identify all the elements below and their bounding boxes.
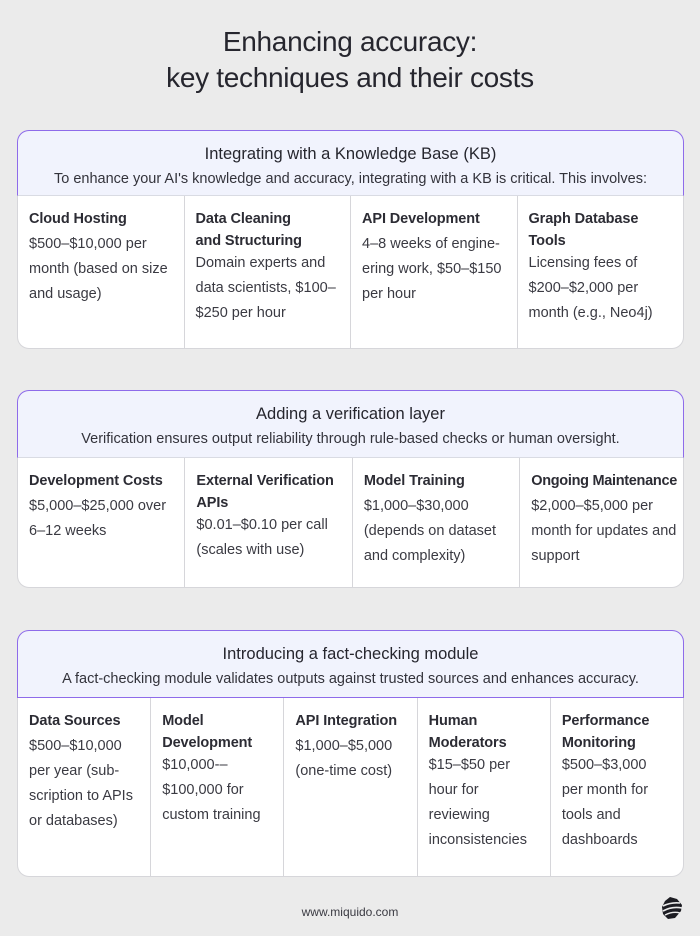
section-verification-layer <box>17 390 684 588</box>
footer-url[interactable]: www.miquido.com <box>301 905 399 919</box>
cost-item-title: Model Training <box>363 473 465 489</box>
cost-item-title: API Integration <box>295 713 398 729</box>
cost-item <box>283 698 416 876</box>
cost-item-title: Model Development <box>162 713 253 751</box>
cost-item-title: Data Cleaning and Structuring <box>195 211 302 249</box>
section-title: Adding a verification layer <box>256 405 445 423</box>
page-title <box>0 24 700 96</box>
cost-item <box>18 196 184 348</box>
section-header <box>17 390 684 458</box>
cost-item-title: Performance Monitoring <box>561 713 650 751</box>
cost-item-text: $500–$3,000 per month for tools and dashboards <box>561 757 649 848</box>
section-fact-checking <box>17 630 684 877</box>
cost-item-text: $15–$50 per hour for reviewing inconsistencies <box>428 757 527 848</box>
cost-item-text: $10,000-–$100,000 for custom training <box>162 757 261 823</box>
section-subtitle: Verification ensures output reliability through rule-based checks or human oversight. <box>81 431 620 447</box>
cost-item-title: Human Moderators <box>428 713 507 751</box>
cost-item-text: $1,000–$30,000 (depends on dataset and complexity) <box>363 497 497 564</box>
cost-item-text: $500–$10,000 per month (based on size and usage) <box>29 235 168 302</box>
cost-item-title: External Verification APIs <box>196 473 334 511</box>
cost-item-text: $1,000–$5,000 (one-time cost) <box>295 737 393 779</box>
section-title: Integrating with a Knowledge Base (KB) <box>204 145 497 163</box>
section-knowledge-base <box>17 130 684 349</box>
section-body <box>17 196 684 349</box>
cost-item-text: $0.01–$0.10 per call (scales with use) <box>196 517 328 558</box>
cost-item-title: Data Sources <box>29 713 121 729</box>
section-title: Introducing a fact-checking module <box>222 645 479 663</box>
cost-item <box>350 196 517 348</box>
section-subtitle: A fact-checking module validates outputs against trusted sources and enhances accuracy. <box>62 671 639 687</box>
cost-item <box>517 196 684 348</box>
cost-item <box>18 698 150 876</box>
cost-item <box>417 698 550 876</box>
section-body <box>17 458 684 588</box>
cost-item-title: API Development <box>362 211 480 227</box>
cost-item-text: 4–8 weeks of engine-ering work, $50–$150 per hour <box>362 235 502 302</box>
cost-item <box>184 196 351 348</box>
cost-item <box>352 458 519 587</box>
cost-item <box>18 458 184 587</box>
section-header <box>17 130 684 196</box>
miquido-logo-icon <box>661 896 683 920</box>
cost-item <box>184 458 351 587</box>
cost-item-title: Cloud Hosting <box>29 211 127 227</box>
cost-item-title: Development Costs <box>29 473 163 489</box>
cost-item-text: $5,000–$25,000 over 6–12 weeks <box>29 497 167 539</box>
cost-item-title: Graph Database Tools <box>528 211 639 249</box>
section-subtitle: To enhance your AI's knowledge and accuracy, integrating with a KB is critical. This involves: <box>53 171 647 187</box>
cost-item-text: Licensing fees of $200–$2,000 per month (e.g., Neo4j) <box>528 255 653 321</box>
page-title-line-1: Enhancing accuracy: <box>222 26 478 57</box>
section-header <box>17 630 684 698</box>
page-title-line-2: key techniques and their costs <box>166 62 534 93</box>
cost-item <box>550 698 683 876</box>
section-body <box>17 698 684 877</box>
cost-item-text: $500–$10,000 per year (sub-scription to APIs or databases) <box>29 737 133 829</box>
cost-item <box>519 458 683 587</box>
cost-item-text: Domain experts and data scientists, $100–$250 per hour <box>195 255 336 321</box>
cost-item-title: Ongoing Maintenance <box>531 473 677 489</box>
cost-item <box>150 698 283 876</box>
cost-item-text: $2,000–$5,000 per month for updates and support <box>531 497 677 564</box>
